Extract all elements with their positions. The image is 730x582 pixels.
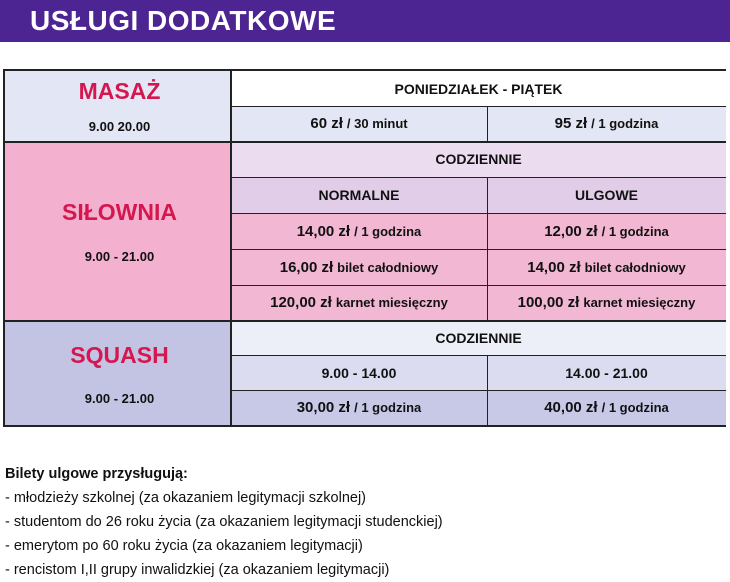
discount-notes xyxy=(5,462,443,582)
squash-left-cell xyxy=(5,320,230,425)
price-amount: 16,00 zł xyxy=(279,258,334,276)
price-amount: 14,00 zł xyxy=(296,222,351,240)
silownia-row2-ulgowe xyxy=(487,249,726,285)
squash-title: SQUASH xyxy=(70,342,169,368)
divider-h xyxy=(231,355,726,356)
divider-h xyxy=(231,285,726,286)
notes-title: Bilety ulgowe przysługują: xyxy=(5,466,188,482)
divider-h xyxy=(231,390,726,391)
price-amount: 60 zł xyxy=(310,115,343,132)
divider-mid-1 xyxy=(487,106,488,141)
silownia-col-normalne: NORMALNE xyxy=(231,177,487,213)
notes-item: - studentom do 26 roku życia (za okazaniem legitymacji studenckiej) xyxy=(5,514,443,530)
price-amount: 100,00 zł xyxy=(517,294,580,311)
squash-hours: 9.00 - 21.00 xyxy=(84,391,155,406)
silownia-col-ulgowe: ULGOWE xyxy=(487,177,726,213)
price-amount: 95 zł xyxy=(554,115,588,132)
header-bar xyxy=(0,0,730,42)
price-amount: 120,00 zł xyxy=(270,294,332,311)
squash-col-evening: 14.00 - 21.00 xyxy=(487,355,726,390)
silownia-title: SIŁOWNIA xyxy=(62,199,177,225)
silownia-row3-ulgowe xyxy=(487,285,726,320)
price-table xyxy=(3,69,726,427)
price-unit: bilet całodniowy xyxy=(337,259,439,275)
price-unit: / 1 godzina xyxy=(354,400,422,415)
price-unit: karnet miesięczny xyxy=(583,295,696,310)
squash-period: CODZIENNIE xyxy=(231,320,726,355)
price-amount: 14,00 zł xyxy=(527,258,581,276)
silownia-period: CODZIENNIE xyxy=(231,141,726,177)
price-unit: / 1 godzina xyxy=(601,400,669,415)
masaz-price-1 xyxy=(231,106,487,141)
divider-h xyxy=(231,213,726,214)
price-unit: / 1 godzina xyxy=(354,223,422,239)
squash-price-2 xyxy=(487,390,726,425)
divider-h xyxy=(231,106,726,107)
page-title: USŁUGI DODATKOWE xyxy=(30,5,337,36)
price-amount: 12,00 zł xyxy=(544,222,598,240)
notes-item: - młodzieży szkolnej (za okazaniem legitymacji szkolnej) xyxy=(5,490,367,506)
squash-col-morning: 9.00 - 14.00 xyxy=(231,355,487,390)
silownia-row3-normalne xyxy=(231,285,487,320)
price-unit: / 1 godzina xyxy=(591,116,659,131)
silownia-row1-normalne xyxy=(231,213,487,249)
divider-section-2 xyxy=(5,320,726,322)
price-unit: karnet miesięczny xyxy=(335,295,448,310)
squash-price-1 xyxy=(231,390,487,425)
divider-section-1 xyxy=(5,141,726,143)
masaz-title: MASAŻ xyxy=(78,78,161,104)
silownia-row2-normalne xyxy=(231,249,487,285)
divider-h xyxy=(231,177,726,178)
notes-item: - rencistom I,II grupy inwalidzkiej (za okazaniem legitymacji) xyxy=(5,562,390,578)
silownia-hours: 9.00 - 21.00 xyxy=(84,249,155,264)
divider-h xyxy=(231,249,726,250)
masaz-period: PONIEDZIAŁEK - PIĄTEK xyxy=(231,71,726,106)
masaz-price-2 xyxy=(487,106,726,141)
notes-item: - emerytom po 60 roku życia (za okazaniem legitymacji) xyxy=(5,538,363,554)
masaz-hours: 9.00 20.00 xyxy=(88,119,151,134)
price-unit: bilet całodniowy xyxy=(584,259,686,275)
silownia-row1-ulgowe xyxy=(487,213,726,249)
price-unit: / 1 godzina xyxy=(601,223,669,239)
price-unit: / 30 minut xyxy=(346,116,408,131)
divider-left xyxy=(230,71,232,425)
price-amount: 30,00 zł xyxy=(296,399,351,416)
price-amount: 40,00 zł xyxy=(544,399,598,416)
silownia-left-cell xyxy=(5,141,230,320)
